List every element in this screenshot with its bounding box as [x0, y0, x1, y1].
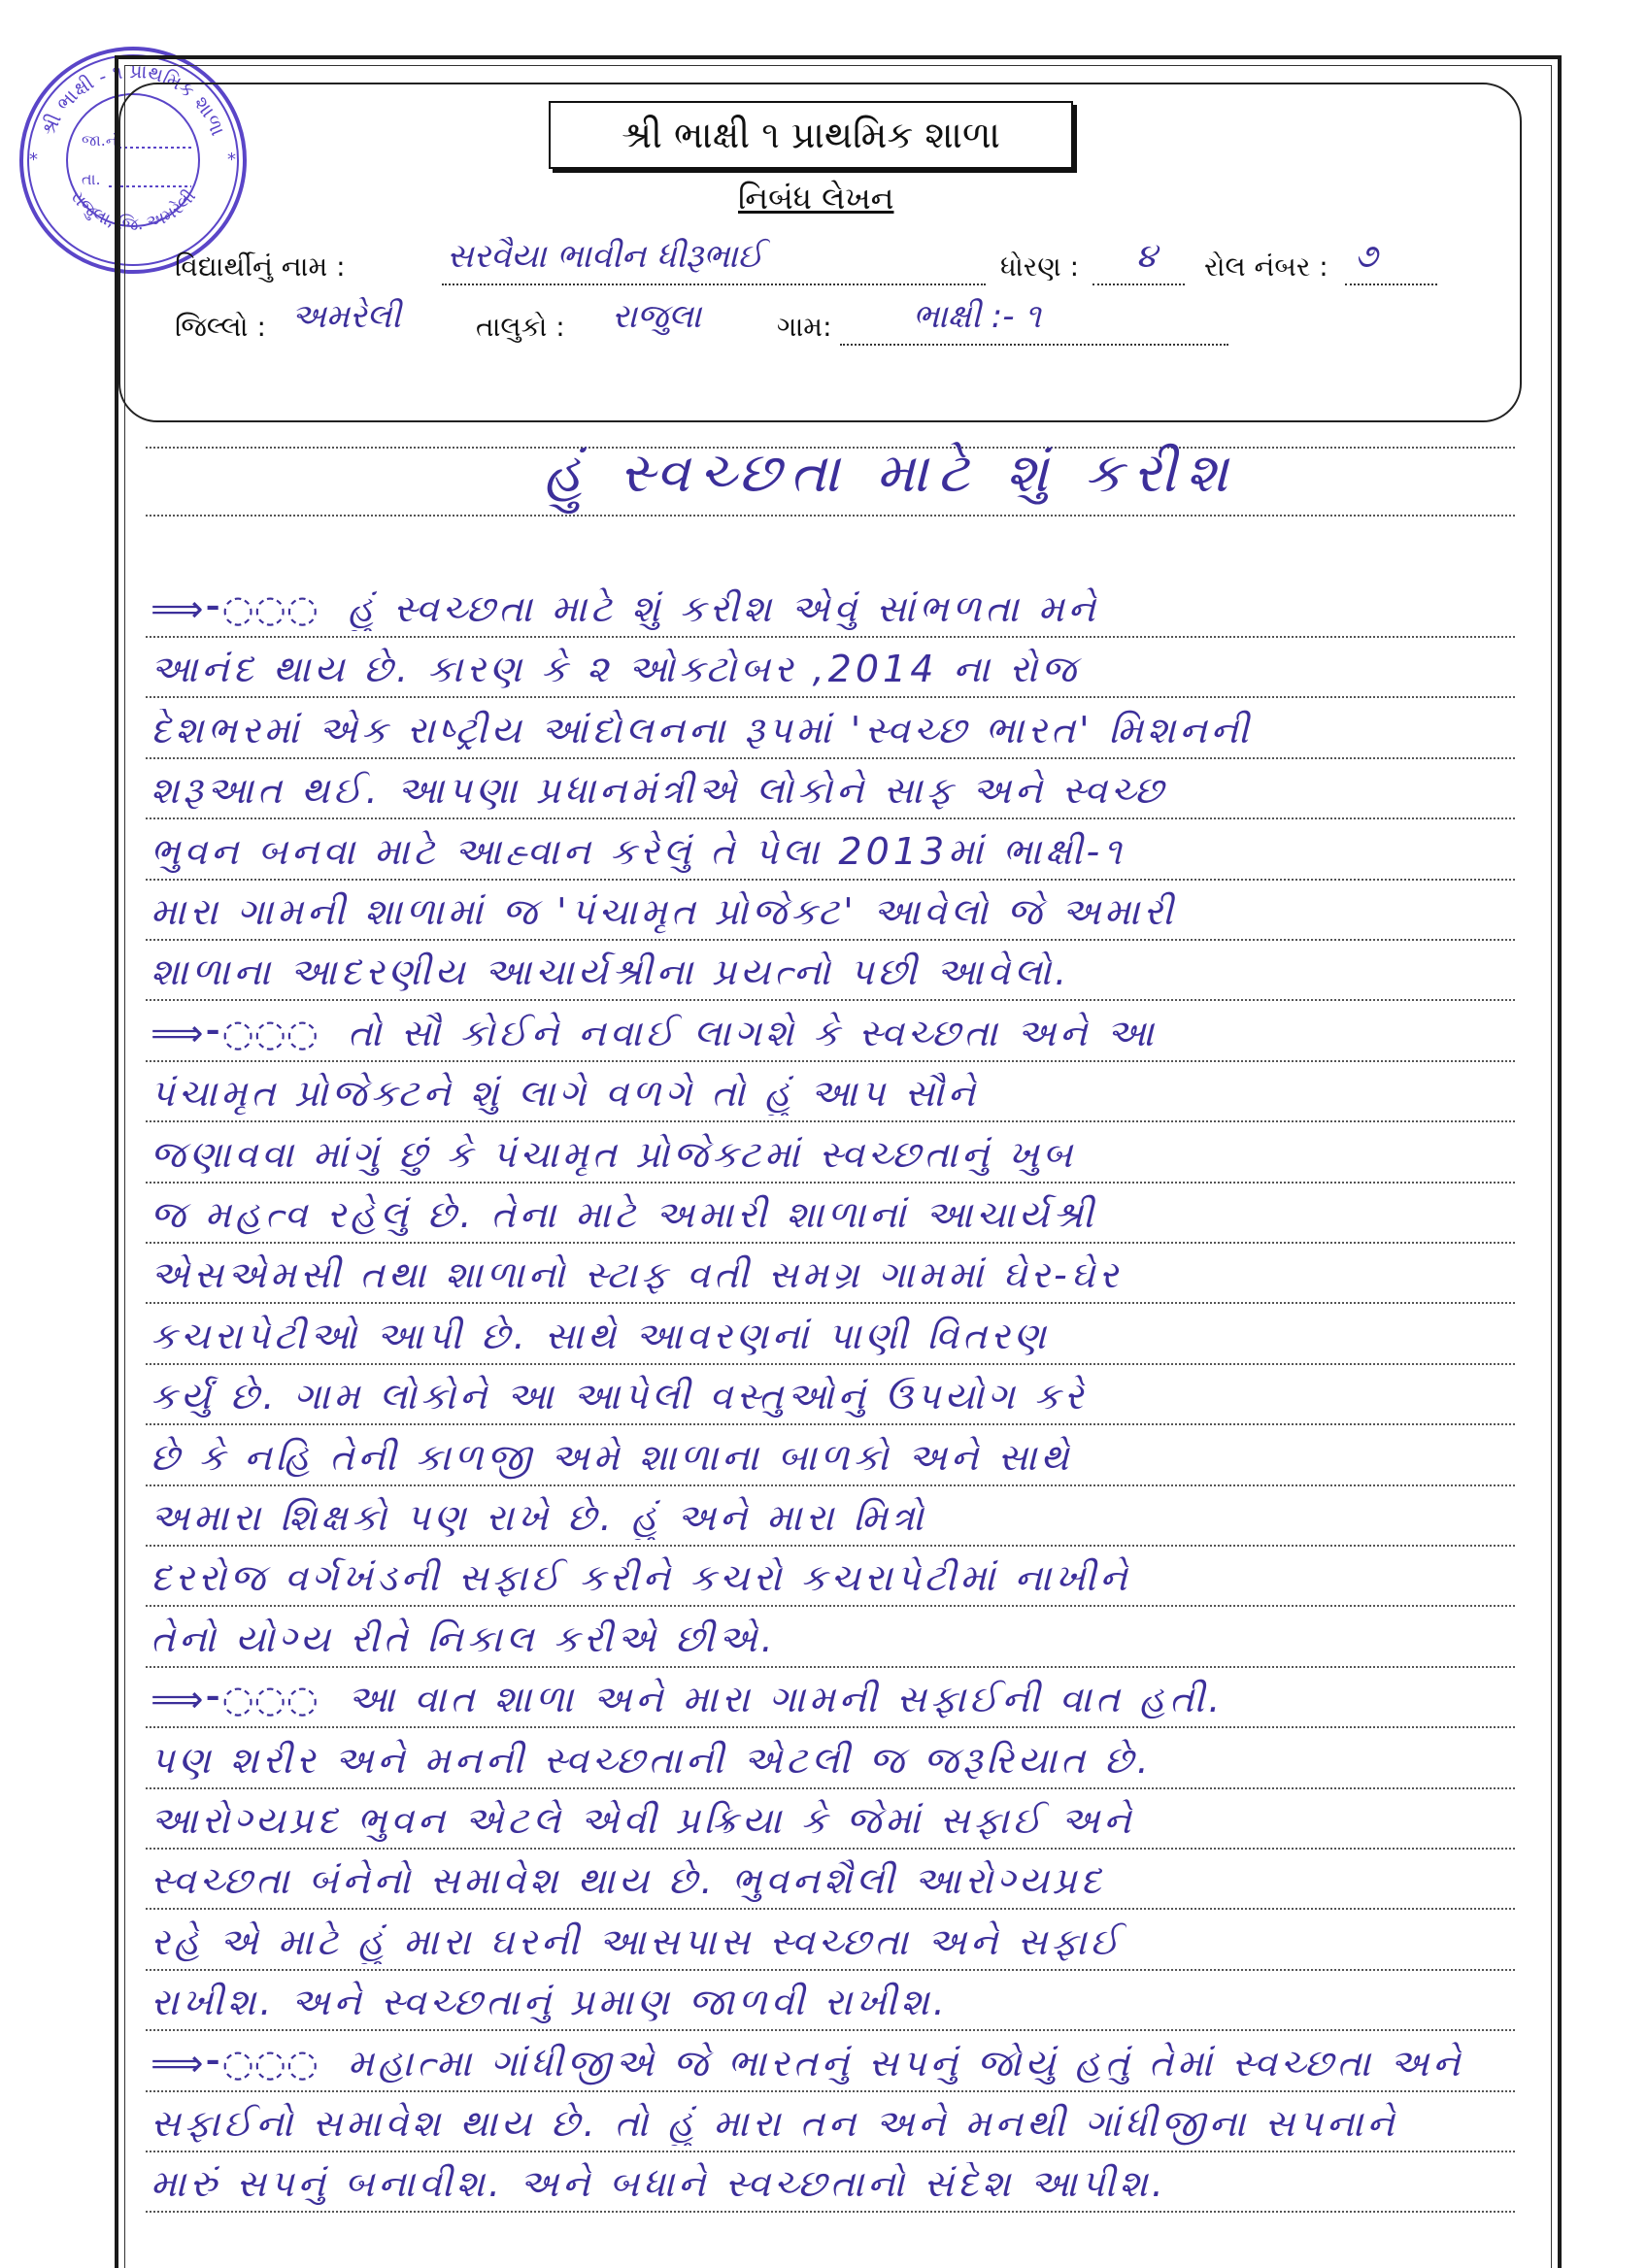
essay-line [151, 830, 1529, 874]
paragraph-arrow-icon: ⟹⁃◌◌◌ [151, 1011, 319, 1054]
school-name-box [549, 101, 1073, 169]
essay-line-text: પંચામૃત પ્રોજેક્ટને શું લાગે વળગે તો હું આપ સૌને [151, 1072, 980, 1116]
standard-label: ધોરણ : [1000, 250, 1080, 283]
essay-line [151, 769, 1529, 813]
essay-line-text: હું સ્વચ્છતા માટે શું કરીશ એવું સાંભળતા મને [347, 587, 1099, 630]
paragraph-arrow-icon: ⟹⁃◌◌◌ [151, 587, 319, 630]
essay-line [151, 1739, 1529, 1783]
essay-line-text: કચરાપેટીઓ આપી છે. સાથે આવરણનાં પાણી વિતરણ [151, 1314, 1050, 1357]
village-label: ગામ: [777, 311, 832, 343]
essay-line [151, 1496, 1529, 1540]
essay-line [151, 890, 1529, 934]
school-name: શ્રી ભાક્ષી ૧ પ્રાથમિક શાળા [622, 113, 1000, 156]
essay-line [151, 1253, 1529, 1297]
essay-line [151, 648, 1529, 691]
essay-line [151, 1375, 1529, 1418]
roll-label: રોલ નંબર : [1204, 250, 1328, 283]
essay-line [151, 1436, 1529, 1480]
stamp-line1-label: જા.નં. [82, 131, 122, 150]
village-value: ભાક્ષી :- ૧ [913, 297, 1041, 336]
district-value: અમરેલી [291, 297, 401, 336]
doc-type-heading: નિબંધ લેખન [738, 180, 894, 217]
essay-line [151, 1315, 1529, 1358]
essay-line-text: રાખીશ. અને સ્વચ્છતાનું પ્રમાણ જાળવી રાખીશ. [151, 1981, 949, 2024]
essay-line-text: તો સૌ કોઈને નવાઈ લાગશે કે સ્વચ્છતા અને આ [347, 1011, 1158, 1054]
essay-line-text: શાળાના આદરણીય આચાર્યશ્રીના પ્રયત્નો પછી આવેલો. [151, 951, 1071, 994]
location-row [175, 297, 1515, 359]
essay-line [151, 951, 1529, 994]
svg-text:*: * [29, 150, 38, 170]
essay-line-text: અમારા શિક્ષકો પણ રાખે છે. હું અને મારા મિત્રો [151, 1496, 927, 1539]
stamp-line2-label: તા. [82, 170, 101, 188]
essay-line-text: દેશભરમાં એક રાષ્ટ્રીય આંદોલનના રૂપમાં 'સ્વચ્છ ભારત' મિશનની [151, 708, 1253, 751]
essay-line-text: સ્વચ્છતા બંનેનો સમાવેશ થાય છે. ભુવનશૈલી આરોગ્યપ્રદ [151, 1859, 1105, 1903]
essay-line [151, 1678, 1529, 1721]
svg-text:*: * [227, 150, 236, 170]
stamp-text-bottom: રાજુલા, જિ. અમરેલી [66, 185, 200, 236]
essay-line-text: જ મહત્વ રહેલું છે. તેના માટે અમારી શાળાનાં આચાર્યશ્રી [151, 1193, 1097, 1236]
essay-line-text: આ વાત શાળા અને મારા ગામની સફાઈની વાત હતી. [347, 1678, 1225, 1721]
essay-line-text: જણાવવા માંગું છું કે પંચામૃત પ્રોજેક્ટમાં સ્વચ્છતાનું ખુબ [151, 1132, 1077, 1176]
essay-line-text: મહાત્મા ગાંધીજીએ જે ભારતનું સપનું જોયું હતું તેમાં સ્વચ્છતા અને [347, 2041, 1464, 2085]
essay-line [151, 1859, 1529, 1903]
essay-line-text: આરોગ્યપ્રદ ભુવન એટલે એવી પ્રક્રિયા કે જેમાં સફાઈ અને [151, 1799, 1135, 1842]
essay-line-text: શરૂઆત થઈ. આપણા પ્રધાનમંત્રીએ લોકોને સાફ અને સ્વચ્છ [151, 769, 1167, 813]
essay-line-text: મારું સપનું બનાવીશ. અને બધાને સ્વચ્છતાનો સંદેશ આપીશ. [151, 2162, 1167, 2206]
essay-line [151, 1556, 1529, 1600]
essay-line-text: તેનો યોગ્ય રીતે નિકાલ કરીએ છીએ. [151, 1617, 777, 1660]
essay-line [151, 1072, 1529, 1116]
essay-line [151, 1133, 1529, 1177]
standard-value: ૪ [1136, 237, 1158, 276]
essay-line-text: મારા ગામની શાળામાં જ 'પંચામૃત પ્રોજેક્ટ' આવેલો જે અમારી [151, 890, 1177, 933]
essay-line-text: એસએમસી તથા શાળાનો સ્ટાફ વતી સમગ્ર ગામમાં ઘેર-ઘેર [151, 1253, 1123, 1297]
essay-line [151, 2042, 1529, 2085]
essay-line [151, 709, 1529, 752]
essay-line [151, 1799, 1529, 1843]
essay-line-text: ભુવન બનવા માટે આહ્વાન કરેલું તે પેલા 2013માં ભાક્ષી-૧ [151, 829, 1126, 873]
essay-line [151, 2162, 1529, 2206]
essay-line-text: પણ શરીર અને મનની સ્વચ્છતાની એટલી જ જરૂરિયાત છે. [151, 1738, 1153, 1782]
essay-line [151, 1981, 1529, 2024]
roll-value: ૭ [1355, 237, 1378, 276]
essay-line-text: છે કે નહિ તેની કાળજી અમે શાળાના બાળકો અને સાથે [151, 1435, 1073, 1479]
essay-line [151, 587, 1529, 631]
paragraph-arrow-icon: ⟹⁃◌◌◌ [151, 1678, 319, 1721]
district-label: જિલ્લો : [175, 311, 266, 343]
essay-title: હું સ્વચ્છતા માટે શું કરીશ [544, 442, 1238, 505]
essay-line [151, 1012, 1529, 1055]
essay-line-text: આનંદ થાય છે. કારણ કે ૨ ઓક્ટોબર ,2014 ના રોજ [151, 648, 1081, 691]
student-name-value: સરવૈયા ભાવીન ધીરૂભાઈ [447, 237, 763, 276]
essay-line-text: કર્યું છે. ગામ લોકોને આ આપેલી વસ્તુઓનું ઉપયોગ કરે [151, 1375, 1088, 1418]
essay-line [151, 2102, 1529, 2146]
paragraph-arrow-icon: ⟹⁃◌◌◌ [151, 2041, 319, 2085]
stamp-text-top: શ્રી ભાક્ષી - ૧ પ્રાથમિક શાળા [36, 58, 230, 140]
essay-line [151, 1618, 1529, 1661]
essay-line [151, 1193, 1529, 1237]
essay-line [151, 1920, 1529, 1964]
essay-line-text: દરરોજ વર્ગખંડની સફાઈ કરીને કચરો કચરાપેટીમાં નાખીને [151, 1556, 1131, 1600]
student-name-label: વિદ્યાર્થીનું નામ : [175, 250, 346, 283]
student-info-row [175, 237, 1515, 299]
essay-line-text: રહે એ માટે હું મારા ઘરની આસપાસ સ્વચ્છતા અને સફાઈ [151, 1919, 1124, 1963]
taluka-value: રાજુલા [612, 297, 702, 336]
taluka-label: તાલુકો : [476, 311, 565, 343]
essay-line-text: સફાઈનો સમાવેશ થાય છે. તો હું મારા તન અને મનથી ગાંધીજીના સપનાને [151, 2102, 1398, 2145]
